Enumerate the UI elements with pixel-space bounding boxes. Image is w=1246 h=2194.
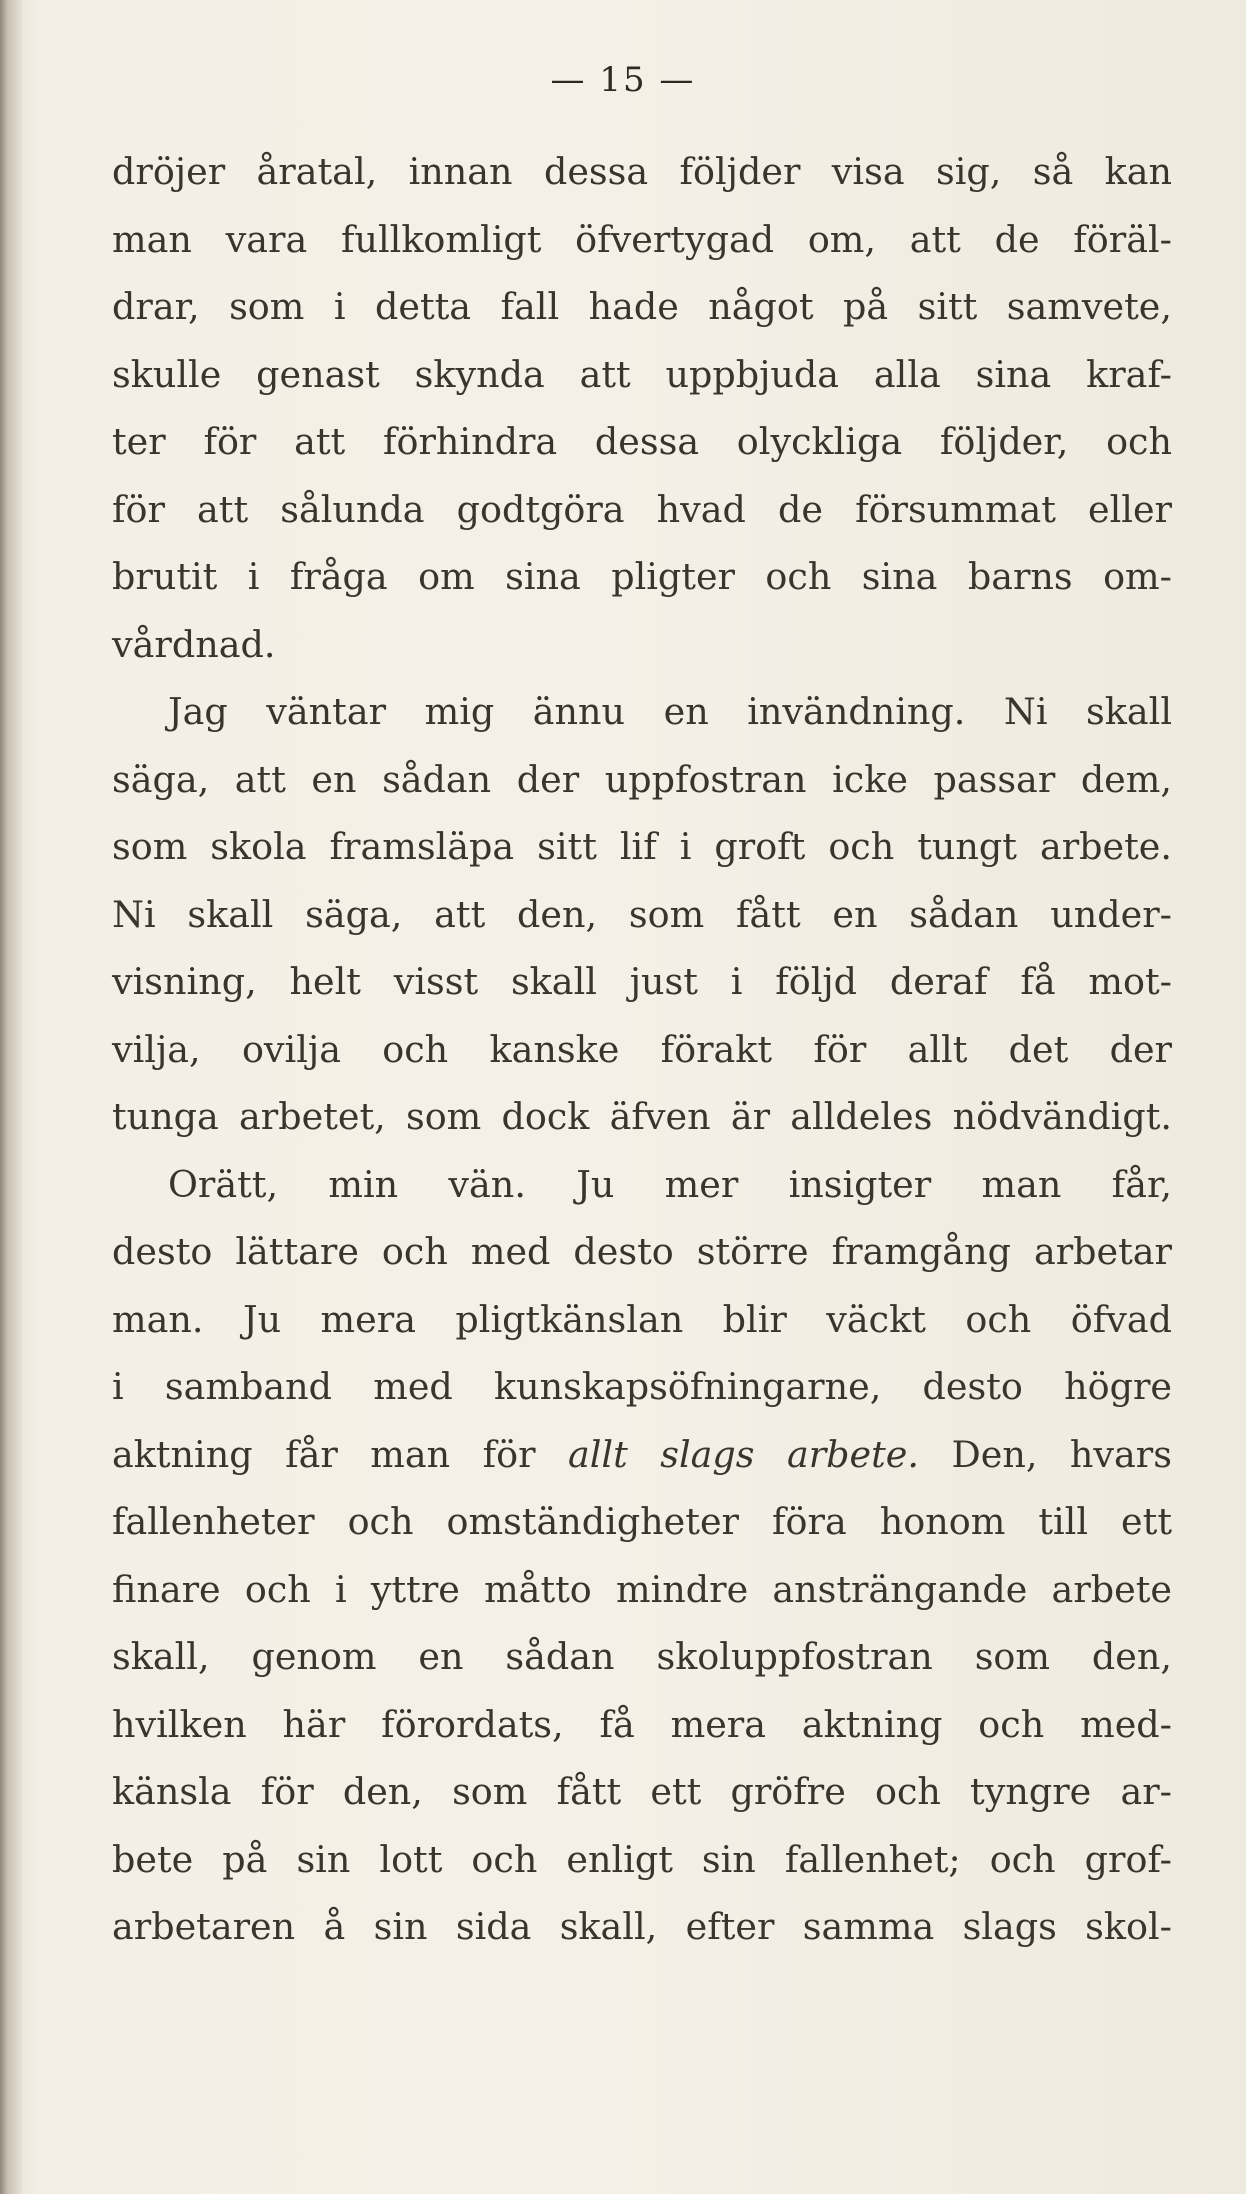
- text-line: för att sålunda godtgöra hvad de försummat eller: [112, 487, 1172, 531]
- text-segment: aktning får man för: [112, 1432, 568, 1476]
- text-segment: Den, hvars: [919, 1432, 1172, 1476]
- text-line-with-italic: [112, 1421, 1172, 1489]
- italic-phrase: allt slags arbete.: [568, 1432, 920, 1476]
- text-line: brutit i fråga om sina pligter och sina barns om-: [112, 555, 1172, 598]
- text-line: man. Ju mera pligtkänslan blir väckt och öfvad: [112, 1297, 1172, 1341]
- text-line: vårdnad.: [112, 622, 276, 666]
- page-number: — 15 —: [550, 60, 696, 100]
- text-line: fallenheter och omständigheter föra honom till ett: [112, 1500, 1172, 1543]
- text-line: bete på sin lott och enligt sin fallenhet; och grof-: [112, 1837, 1172, 1881]
- text-line: finare och i yttre måtto mindre ansträngande arbete: [112, 1567, 1172, 1611]
- text-line: Jag väntar mig ännu en invändning. Ni skall: [168, 690, 1172, 733]
- text-line: visning, helt visst skall just i följd deraf få mot-: [112, 960, 1172, 1003]
- text-line: dröjer åratal, innan dessa följder visa sig, så kan: [112, 150, 1172, 193]
- body-text: [112, 138, 1172, 1961]
- text-line: man vara fullkomligt öfvertygad om, att de föräl-: [112, 217, 1172, 261]
- text-line: vilja, ovilja och kanske förakt för allt det der: [112, 1027, 1172, 1071]
- text-line: arbetaren å sin sida skall, efter samma slags skol-: [112, 1905, 1172, 1948]
- text-line: desto lättare och med desto större framgång arbetar: [112, 1230, 1172, 1273]
- text-line: tunga arbetet, som dock äfven är alldeles nödvändigt.: [112, 1095, 1172, 1138]
- text-line: hvilken här förordats, få mera aktning och med-: [112, 1702, 1172, 1746]
- text-line: känsla för den, som fått ett gröfre och tyngre ar-: [112, 1770, 1172, 1813]
- text-line: säga, att en sådan der uppfostran icke passar dem,: [112, 757, 1172, 801]
- text-line: i samband med kunskapsöfningarne, desto högre: [112, 1365, 1172, 1408]
- text-line: som skola framsläpa sitt lif i groft och tungt arbete.: [112, 825, 1172, 868]
- text-line: ter för att förhindra dessa olyckliga följder, och: [112, 420, 1172, 463]
- text-line: skulle genast skynda att uppbjuda alla sina kraf-: [112, 352, 1172, 396]
- text-line: drar, som i detta fall hade något på sitt samvete,: [112, 285, 1172, 328]
- text-line: skall, genom en sådan skoluppfostran som den,: [112, 1635, 1172, 1678]
- page-binding-edge: [0, 0, 22, 2194]
- text-line: Orätt, min vän. Ju mer insigter man får,: [168, 1162, 1172, 1206]
- text-line: Ni skall säga, att den, som fått en sådan under-: [112, 892, 1172, 936]
